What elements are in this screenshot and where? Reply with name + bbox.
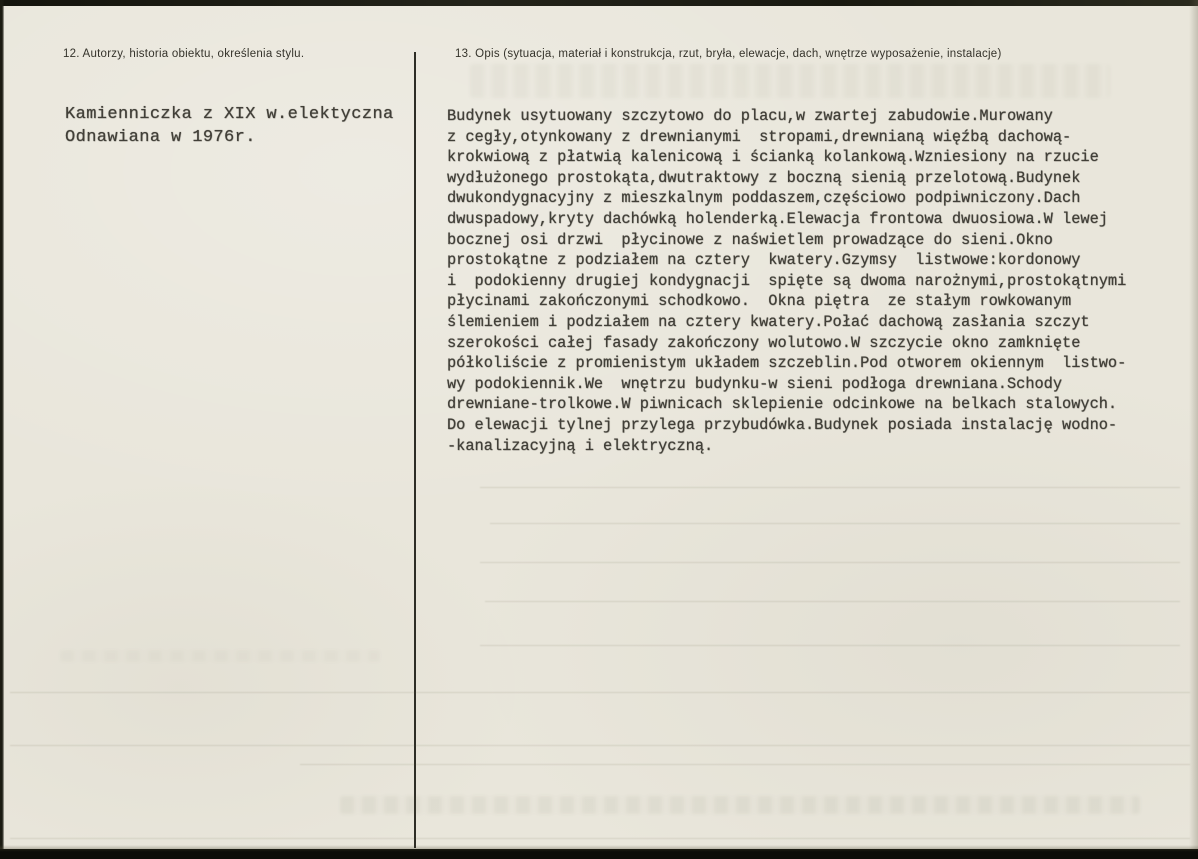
- bleed-through-line: [480, 487, 1180, 488]
- typewritten-line: Do elewacji tylnej przylega przybudówka.Budynek posiada instalację wodno-: [447, 415, 1118, 434]
- bleed-through-smudge: [470, 64, 1110, 98]
- bleed-through-line: [10, 692, 1190, 693]
- bleed-through-line: [300, 764, 1190, 765]
- typewritten-line: wy podokiennik.We wnętrzu budynku-w sieni podłoga drewniana.Schody: [447, 374, 1063, 393]
- typewritten-line: płycinami zakończonymi schodkowo. Okna piętra ze stałym rowkowanym: [447, 292, 1072, 311]
- bleed-through-line: [480, 645, 1180, 646]
- typewritten-line: Kamienniczka z XIX w.elektyczna: [65, 105, 394, 124]
- typewritten-line: drewniane-trolkowe.W piwnicach sklepienie odcinkowe na belkach stalowych.: [447, 395, 1118, 414]
- typewritten-line: -kanalizacyjną i elektryczną.: [447, 436, 714, 455]
- typewritten-line: prostokątne z podziałem na cztery kwatery.Gzymsy listwowe:kordonowy: [447, 251, 1081, 270]
- typewritten-line: dwuspadowy,kryty dachówką holenderką.Elewacja frontowa dwuosiowa.W lewej: [447, 209, 1108, 228]
- bleed-through-line: [10, 745, 1190, 746]
- typewritten-line: krokwiową z płatwią kalenicową i ścianką kolankową.Wzniesiony na rzucie: [447, 148, 1099, 167]
- scan-edge-top: [0, 0, 1198, 6]
- column-divider-line: [414, 52, 416, 848]
- field-13-typed-text: [447, 106, 1126, 456]
- typewritten-line: półkoliście z promienistym układem szczeblin.Pod otworem okiennym listwo-: [447, 354, 1127, 373]
- scan-edge-bottom: [0, 849, 1198, 859]
- typewritten-line: i podokienny drugiej kondygnacji spięte są dwoma narożnymi,prostokątnymi: [447, 271, 1127, 290]
- typewritten-line: dwukondygnacyjny z mieszkalnym poddaszem,częściowo podpiwniczony.Dach: [447, 189, 1081, 208]
- bleed-through-line: [490, 523, 1180, 524]
- typewritten-line: z cegły,otynkowany z drewnianymi stropami,drewnianą więźbą dachową-: [447, 127, 1072, 146]
- bleed-through-line: [485, 601, 1180, 602]
- typewritten-line: szerokości całej fasady zakończony wolutowo.W szczycie okno zamknięte: [447, 333, 1081, 352]
- field-12-label: 12. Autorzy, historia obiektu, określenia stylu.: [63, 48, 305, 60]
- scan-edge-left: [0, 0, 4, 859]
- field-13-label: 13. Opis (sytuacja, materiał i konstrukcja, rzut, bryła, elewacje, dach, wnętrze wyposażenie, instalacje): [455, 48, 1002, 60]
- typewritten-line: Odnawiana w 1976r.: [65, 128, 256, 147]
- bleed-through-smudge: [60, 650, 380, 662]
- typewritten-line: wydłużonego prostokąta,dwutraktowy z boczną sienią przelotową.Budynek: [447, 168, 1081, 187]
- scan-edge-right: [1189, 0, 1198, 859]
- bleed-through-line: [480, 562, 1180, 563]
- bleed-through-line: [10, 838, 1190, 839]
- typewritten-line: ślemieniem i podziałem na cztery kwatery.Połać dachową zasłania szczyt: [447, 312, 1090, 331]
- typewritten-line: bocznej osi drzwi płycinowe z naświetlem prowadzące do sieni.Okno: [447, 230, 1053, 249]
- field-12-typed-text: [65, 103, 394, 149]
- typewritten-line: Budynek usytuowany szczytowo do placu,w zwartej zabudowie.Murowany: [447, 107, 1053, 125]
- bleed-through-smudge: [340, 796, 1140, 814]
